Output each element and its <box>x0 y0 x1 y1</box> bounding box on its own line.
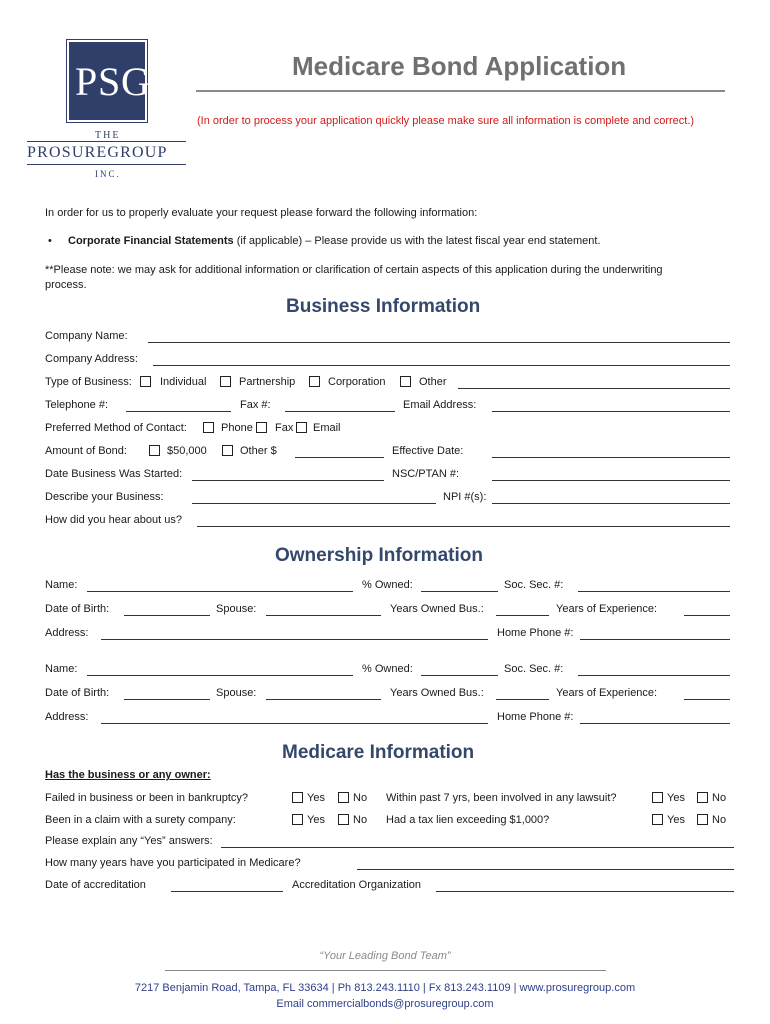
q-tax-lien-label: Had a tax lien exceeding $1,000? <box>386 814 550 826</box>
amount-50000-checkbox[interactable] <box>149 445 160 456</box>
email-address-label: Email Address: <box>403 399 477 411</box>
medicare-heading: Medicare Information <box>282 742 475 763</box>
effective-date-label: Effective Date: <box>392 445 464 457</box>
owner2-pct-owned-label: % Owned: <box>362 663 413 675</box>
company-name-field[interactable] <box>148 342 730 343</box>
owner1-home-phone-field[interactable] <box>580 639 730 640</box>
owner2-dob-label: Date of Birth: <box>45 687 110 699</box>
owner2-spouse-label: Spouse: <box>216 687 257 699</box>
other-type-field[interactable] <box>458 388 730 389</box>
individual-label: Individual <box>160 376 207 388</box>
owner2-soc-sec-field[interactable] <box>578 675 730 676</box>
page-subtitle: (In order to process your application quickly please make sure all information is complete and correct.) <box>197 115 695 127</box>
owner2-years-exp-label: Years of Experience: <box>556 687 658 699</box>
owner1-dob-label: Date of Birth: <box>45 603 110 615</box>
q-tax-lien-yes-label: Yes <box>667 814 685 826</box>
note-line-2: process. <box>45 279 87 291</box>
owner2-years-exp-field[interactable] <box>684 699 730 700</box>
owner2-pct-owned-field[interactable] <box>421 675 498 676</box>
years-participated-field[interactable] <box>357 869 734 870</box>
q-lawsuit-label: Within past 7 yrs, been involved in any lawsuit? <box>386 792 617 804</box>
company-logo <box>67 40 150 122</box>
owner1-spouse-field[interactable] <box>266 615 381 616</box>
partnership-checkbox[interactable] <box>220 376 231 387</box>
bullet-bold: Corporate Financial Statements <box>68 235 234 247</box>
q-surety-yes-label: Yes <box>307 814 325 826</box>
owner2-years-owned-label: Years Owned Bus.: <box>390 687 484 699</box>
email-address-field[interactable] <box>492 411 730 412</box>
medicare-subheading: Has the business or any owner: <box>45 769 211 781</box>
fax-checkbox[interactable] <box>256 422 267 433</box>
owner1-dob-field[interactable] <box>124 615 210 616</box>
accreditation-org-label: Accreditation Organization <box>292 879 422 891</box>
owner1-soc-sec-label: Soc. Sec. #: <box>504 579 564 591</box>
npi-label: NPI #(s): <box>443 491 487 503</box>
partnership-label: Partnership <box>239 376 296 388</box>
owner1-years-exp-field[interactable] <box>684 615 730 616</box>
owner2-soc-sec-label: Soc. Sec. #: <box>504 663 564 675</box>
owner1-pct-owned-field[interactable] <box>421 591 498 592</box>
q-tax-lien-yes-checkbox[interactable] <box>652 814 663 825</box>
date-started-field[interactable] <box>192 480 384 481</box>
owner2-name-field[interactable] <box>87 675 353 676</box>
describe-business-field[interactable] <box>192 503 436 504</box>
fax-contact-label: Fax <box>275 422 294 434</box>
footer-tagline: “Your Leading Bond Team” <box>319 950 451 962</box>
q-bankruptcy-no-label: No <box>353 792 368 804</box>
nsc-ptan-field[interactable] <box>492 480 730 481</box>
business-heading: Business Information <box>286 296 481 317</box>
title-divider <box>196 90 725 92</box>
nsc-ptan-label: NSC/PTAN #: <box>392 468 460 480</box>
owner1-pct-owned-label: % Owned: <box>362 579 413 591</box>
logo-rule-bottom <box>27 164 186 165</box>
q-surety-label: Been in a claim with a surety company: <box>45 814 236 826</box>
date-started-label: Date Business Was Started: <box>45 468 183 480</box>
note-line-1: **Please note: we may ask for additional information or clarification of certain aspects of this application during the underwriting <box>45 264 663 276</box>
accreditation-date-field[interactable] <box>171 891 283 892</box>
logo-letter-s: S <box>98 59 121 104</box>
q-lawsuit-yes-label: Yes <box>667 792 685 804</box>
owner2-years-owned-field[interactable] <box>496 699 549 700</box>
explain-field[interactable] <box>221 847 734 848</box>
q-tax-lien-no-checkbox[interactable] <box>697 814 708 825</box>
fax-label: Fax #: <box>240 399 271 411</box>
owner1-address-label: Address: <box>45 627 89 639</box>
amount-other-checkbox[interactable] <box>222 445 233 456</box>
q-surety-no-checkbox[interactable] <box>338 814 349 825</box>
company-address-label: Company Address: <box>45 353 138 365</box>
q-bankruptcy-yes-checkbox[interactable] <box>292 792 303 803</box>
other-type-label: Other <box>419 376 447 388</box>
explain-label: Please explain any “Yes” answers: <box>45 835 213 847</box>
amount-other-label: Other $ <box>240 445 277 457</box>
amount-other-field[interactable] <box>295 457 384 458</box>
telephone-field[interactable] <box>126 411 231 412</box>
q-tax-lien-no-label: No <box>712 814 727 826</box>
q-bankruptcy-label: Failed in business or been in bankruptcy? <box>45 792 249 804</box>
q-lawsuit-no-label: No <box>712 792 727 804</box>
q-surety-yes-checkbox[interactable] <box>292 814 303 825</box>
owner1-name-field[interactable] <box>87 591 353 592</box>
corporation-label: Corporation <box>328 376 386 388</box>
footer-address: 7217 Benjamin Road, Tampa, FL 33634 | Ph 813.243.1110 | Fx 813.243.1109 | www.prosuregroup.com <box>134 982 636 994</box>
owner1-years-exp-label: Years of Experience: <box>556 603 658 615</box>
ownership-heading: Ownership Information <box>275 545 483 566</box>
logo-letter-p: P <box>75 59 98 104</box>
owner1-soc-sec-field[interactable] <box>578 591 730 592</box>
owner2-home-phone-field[interactable] <box>580 723 730 724</box>
accreditation-date-label: Date of accreditation <box>45 879 146 891</box>
q-bankruptcy-no-checkbox[interactable] <box>338 792 349 803</box>
amount-of-bond-label: Amount of Bond: <box>45 445 127 457</box>
owner2-home-phone-label: Home Phone #: <box>497 711 574 723</box>
type-of-business-label: Type of Business: <box>45 376 132 388</box>
amount-50000-label: $50,000 <box>167 445 207 457</box>
company-address-field[interactable] <box>153 365 730 366</box>
q-lawsuit-no-checkbox[interactable] <box>697 792 708 803</box>
effective-date-field[interactable] <box>492 457 730 458</box>
owner2-spouse-field[interactable] <box>266 699 381 700</box>
footer-divider <box>165 970 606 971</box>
preferred-contact-label: Preferred Method of Contact: <box>45 422 187 434</box>
logo-inc: INC. <box>95 169 121 179</box>
npi-field[interactable] <box>492 503 730 504</box>
bullet-icon: • <box>48 235 52 247</box>
corporation-checkbox[interactable] <box>309 376 320 387</box>
owner2-address-label: Address: <box>45 711 89 723</box>
q-surety-no-label: No <box>353 814 368 826</box>
intro-text: In order for us to properly evaluate your request please forward the following information: <box>45 207 478 219</box>
hear-about-field[interactable] <box>197 526 730 527</box>
bullet-item <box>68 235 601 247</box>
logo-rule-top <box>27 141 186 142</box>
page-title: Medicare Bond Application <box>292 51 627 81</box>
owner1-name-label: Name: <box>45 579 78 591</box>
logo-the: THE <box>95 130 121 141</box>
fax-field[interactable] <box>285 411 395 412</box>
q-lawsuit-yes-checkbox[interactable] <box>652 792 663 803</box>
logo-name: PROSUREGROUP <box>27 144 168 161</box>
years-participated-label: How many years have you participated in Medicare? <box>45 857 301 869</box>
q-bankruptcy-yes-label: Yes <box>307 792 325 804</box>
owner1-address-field[interactable] <box>101 639 488 640</box>
logo-letter-g: G <box>121 59 150 104</box>
phone-checkbox[interactable] <box>203 422 214 433</box>
email-contact-label: Email <box>313 422 341 434</box>
describe-business-label: Describe your Business: <box>45 491 164 503</box>
phone-label: Phone <box>221 422 253 434</box>
company-name-label: Company Name: <box>45 330 128 342</box>
individual-checkbox[interactable] <box>140 376 151 387</box>
owner2-dob-field[interactable] <box>124 699 210 700</box>
owner2-name-label: Name: <box>45 663 78 675</box>
hear-about-label: How did you hear about us? <box>45 514 182 526</box>
owner1-years-owned-field[interactable] <box>496 615 549 616</box>
bullet-rest: (if applicable) – Please provide us with the latest fiscal year end statement. <box>233 235 601 247</box>
owner1-spouse-label: Spouse: <box>216 603 257 615</box>
email-checkbox[interactable] <box>296 422 307 433</box>
owner1-years-owned-label: Years Owned Bus.: <box>390 603 484 615</box>
telephone-label: Telephone #: <box>45 399 108 411</box>
owner1-home-phone-label: Home Phone #: <box>497 627 574 639</box>
owner2-address-field[interactable] <box>101 723 488 724</box>
other-type-checkbox[interactable] <box>400 376 411 387</box>
footer-email: Email commercialbonds@prosuregroup.com <box>276 998 494 1010</box>
accreditation-org-field[interactable] <box>436 891 734 892</box>
